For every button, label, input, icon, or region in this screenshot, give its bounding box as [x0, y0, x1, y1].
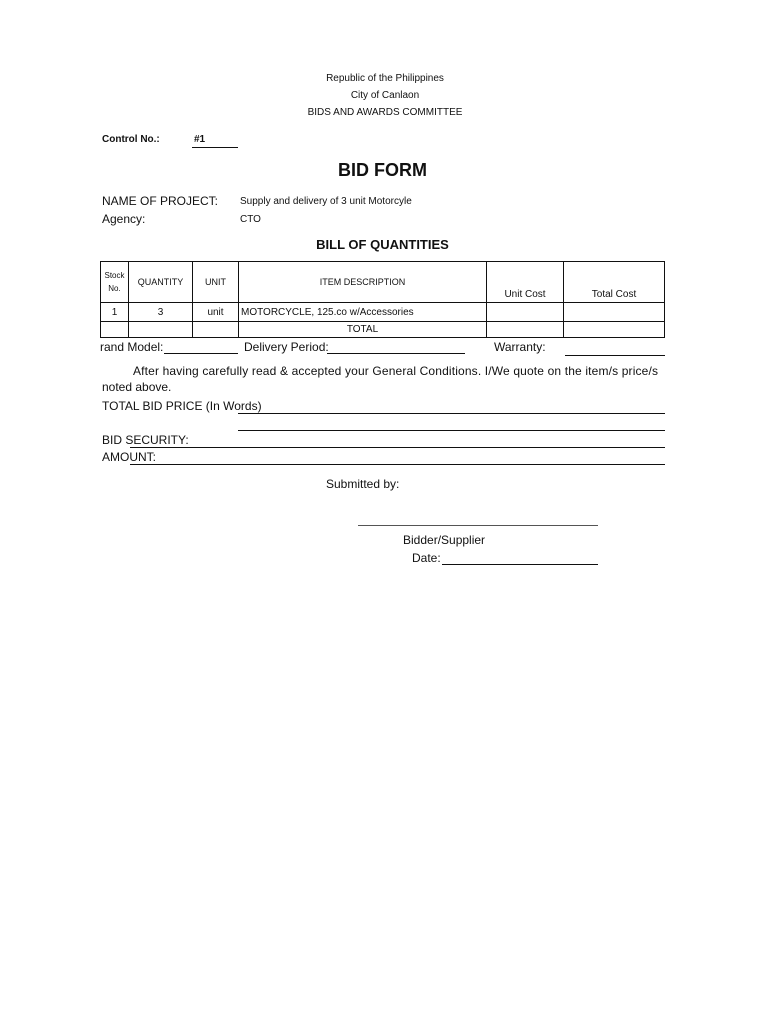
- date-line[interactable]: [442, 564, 598, 565]
- date-label: Date:: [412, 551, 441, 565]
- header-item-description: ITEM DESCRIPTION: [239, 262, 487, 303]
- project-value: Supply and delivery of 3 unit Motorcyle: [240, 196, 412, 207]
- delivery-period-line[interactable]: [327, 353, 465, 354]
- cell-unit-cost[interactable]: [487, 303, 564, 322]
- table-total-row: [101, 322, 665, 338]
- statement-line2: noted above.: [102, 380, 172, 394]
- total-unit-cost-cell[interactable]: [487, 322, 564, 338]
- table-row: [101, 303, 665, 322]
- brand-model-label: rand Model:: [100, 340, 164, 354]
- cell-empty: [101, 322, 129, 338]
- warranty-label: Warranty:: [494, 340, 546, 354]
- control-no-value: #1: [194, 134, 206, 145]
- total-bid-price-line-2[interactable]: [238, 430, 665, 431]
- cell-stock: 1: [101, 303, 129, 322]
- amount-label: AMOUNT:: [102, 450, 156, 464]
- header-total-cost: Total Cost: [564, 262, 665, 303]
- total-cost-cell[interactable]: [564, 322, 665, 338]
- bill-of-quantities-table: [100, 261, 665, 338]
- delivery-period-label: Delivery Period:: [244, 340, 329, 354]
- form-title: BID FORM: [338, 160, 427, 180]
- project-label: NAME OF PROJECT:: [102, 194, 219, 208]
- boq-title: BILL OF QUANTITIES: [316, 237, 449, 252]
- control-no-underline: [192, 147, 238, 148]
- cell-total-cost[interactable]: [564, 303, 665, 322]
- cell-empty: [129, 322, 193, 338]
- header-unit-cost: Unit Cost: [487, 262, 564, 303]
- statement-line1: After having carefully read & accepted your General Conditions. I/We quote on the item/s price/s: [133, 364, 659, 378]
- amount-line[interactable]: [130, 464, 665, 465]
- bid-security-line[interactable]: [130, 447, 665, 448]
- cell-empty: [193, 322, 239, 338]
- table-header-row: [101, 262, 665, 303]
- header-republic: Republic of the Philippines: [326, 73, 444, 84]
- warranty-line[interactable]: [565, 355, 665, 356]
- brand-model-line[interactable]: [164, 353, 238, 354]
- bid-security-label: BID SECURITY:: [102, 433, 189, 447]
- header-city: City of Canlaon: [350, 90, 420, 101]
- cell-quantity: 3: [129, 303, 193, 322]
- total-bid-price-label: TOTAL BID PRICE (In Words): [102, 399, 262, 413]
- total-label: TOTAL: [239, 322, 487, 338]
- header-unit: UNIT: [193, 262, 239, 303]
- control-no-label: Control No.:: [102, 134, 160, 145]
- submitted-by-label: Submitted by:: [326, 477, 400, 491]
- signature-line[interactable]: [358, 525, 598, 526]
- header-quantity: QUANTITY: [129, 262, 193, 303]
- header-stock-no: [101, 262, 129, 303]
- header-stock-line2: No.: [108, 284, 121, 293]
- agency-label: Agency:: [102, 212, 146, 226]
- header-stock-line1: Stock: [104, 271, 125, 280]
- bidder-supplier-label: Bidder/Supplier: [403, 533, 486, 547]
- total-bid-price-line[interactable]: [238, 413, 665, 414]
- agency-value: CTO: [240, 214, 261, 225]
- cell-description: MOTORCYCLE, 125.co w/Accessories: [239, 303, 487, 322]
- header-committee: BIDS AND AWARDS COMMITTEE: [307, 107, 463, 118]
- cell-unit: unit: [193, 303, 239, 322]
